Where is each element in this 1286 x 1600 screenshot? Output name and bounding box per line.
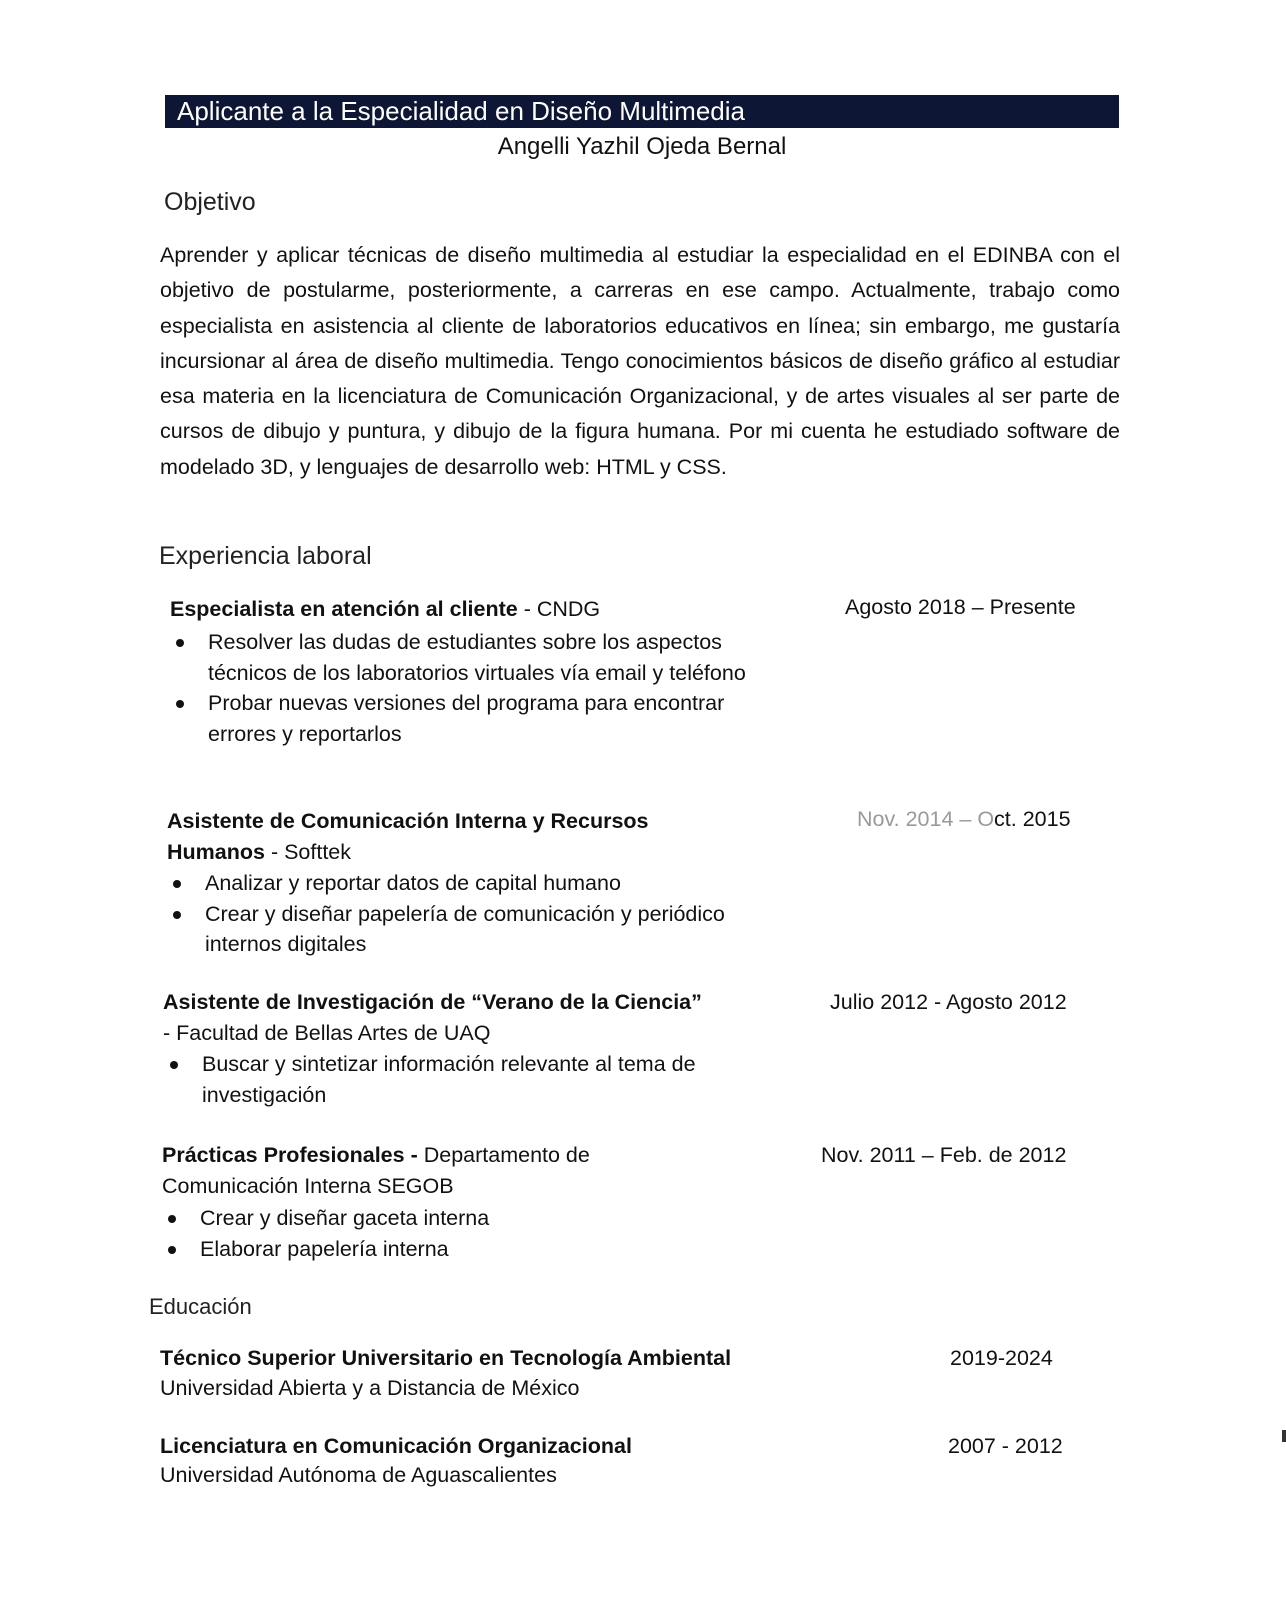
header-banner: Aplicante a la Especialidad en Diseño Multimedia — [165, 95, 1119, 128]
job-bullets — [167, 868, 727, 960]
job-org: - CNDG — [517, 597, 601, 621]
job-date-dark: ct. 2015 — [994, 807, 1071, 831]
job-date: Nov. 2011 – Feb. de 2012 — [821, 1143, 1067, 1167]
objective-paragraph: Aprender y aplicar técnicas de diseño multimedia al estudiar la especialidad en el EDINBA con el objetivo de postularme, posteriormente, a carreras en ese campo. Actualmente, trabajo como especialista en asistencia al cliente de laboratorios educativos en línea; sin embargo, me gustaría incursionar al área de diseño multimedia. Tengo conocimientos básicos de diseño gráfico al estudiar esa materia en la licenciatura de Comunicación Organizacional, y de artes visuales al ser parte de cursos de dibujo y puntura, y dibujo de la figura humana. Por mi cuenta he estudiado software de modelado 3D, y lenguajes de desarrollo web: HTML y CSS. — [160, 243, 1120, 479]
list-item: Crear y diseñar papelería de comunicación y periódico internos digitales — [167, 899, 727, 960]
job-date: Agosto 2018 – Presente — [845, 595, 1076, 619]
job-role: Asistente de Comunicación Interna y Recursos Humanos — [167, 809, 649, 864]
education-degree: Licenciatura en Comunicación Organizacional — [160, 1434, 632, 1458]
list-item: Crear y diseñar gaceta interna — [162, 1203, 722, 1234]
job-title — [162, 1140, 682, 1202]
job-org: - Softtek — [264, 840, 352, 864]
job-org: Departamento de Comunicación Interna SEGOB — [162, 1143, 590, 1198]
job-org: - Facultad de Bellas Artes de UAQ — [163, 1021, 491, 1045]
objective-text-block — [160, 238, 1120, 485]
education-date: 2019-2024 — [950, 1346, 1053, 1370]
section-title-educacion: Educación — [149, 1294, 252, 1319]
job-title — [167, 806, 747, 868]
list-item: Resolver las dudas de estudiantes sobre los aspectos técnicos de los laboratorios virtuales vía email y teléfono — [170, 627, 780, 688]
list-item: Probar nuevas versiones del programa para encontrar errores y reportarlos — [170, 688, 780, 749]
education-degree: Técnico Superior Universitario en Tecnología Ambiental — [160, 1346, 732, 1370]
section-title-experiencia: Experiencia laboral — [159, 542, 372, 570]
list-item: Elaborar papelería interna — [162, 1234, 722, 1265]
job-date-faded: Nov. 2014 – O — [857, 807, 995, 831]
section-title-objetivo: Objetivo — [164, 188, 256, 216]
education-institution: Universidad Abierta y a Distancia de México — [160, 1376, 580, 1400]
scan-edge-mark — [1282, 1430, 1286, 1442]
job-date — [857, 804, 1071, 835]
job-title — [163, 987, 803, 1049]
applicant-name: Angelli Yazhil Ojeda Bernal — [497, 133, 787, 160]
list-item: Analizar y reportar datos de capital humano — [167, 868, 727, 899]
education-date: 2007 - 2012 — [948, 1434, 1063, 1458]
job-bullets — [164, 1049, 784, 1110]
list-item: Buscar y sintetizar información relevante al tema de investigación — [164, 1049, 784, 1110]
job-role: Asistente de Investigación de “Verano de la Ciencia” — [163, 990, 702, 1014]
job-role: Especialista en atención al cliente — [170, 597, 518, 621]
job-bullets — [162, 1203, 722, 1264]
job-bullets — [170, 627, 780, 749]
job-role: Prácticas Profesionales - — [162, 1143, 424, 1167]
job-date: Julio 2012 - Agosto 2012 — [830, 990, 1067, 1014]
job-title — [170, 594, 770, 625]
education-institution: Universidad Autónoma de Aguascalientes — [160, 1463, 557, 1487]
